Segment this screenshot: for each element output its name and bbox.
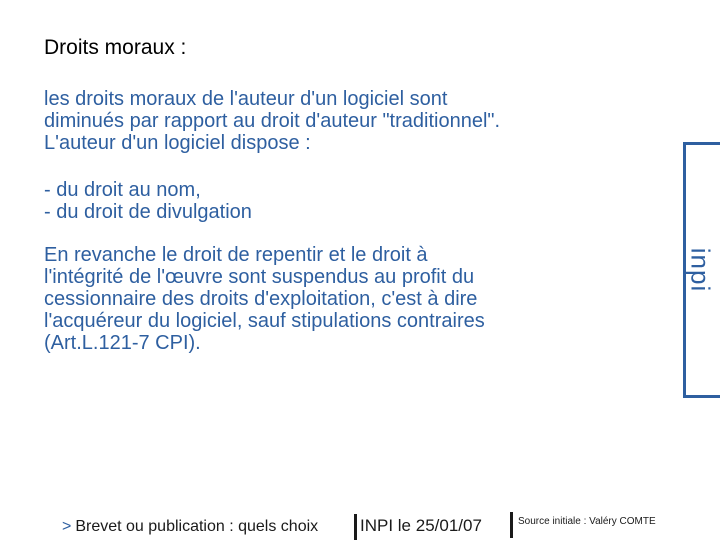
brand-logo-text: inpi — [685, 247, 716, 293]
exception-paragraph: En revanche le droit de repentir et le droit à l'intégrité de l'œuvre sont suspendus au profit du cessionnaire des droits d'exploitation, c'est à dire l'acquéreur du logiciel, sauf stipulations contraires (Art.L.121-7 CPI). — [44, 244, 485, 354]
footer-date: INPI le 25/01/07 — [360, 516, 482, 535]
rights-list: - du droit au nom, - du droit de divulgation — [44, 179, 252, 223]
slide-title: Droits moraux : — [44, 36, 187, 59]
footer-divider — [510, 512, 513, 538]
footer-link-label: Brevet ou publication : quels choix — [75, 518, 319, 535]
footer-source: Source initiale : Valéry COMTE — [518, 516, 656, 527]
footer-divider — [354, 514, 357, 540]
intro-paragraph: les droits moraux de l'auteur d'un logiciel sont diminués par rapport au droit d'auteur "traditionnel". L'auteur d'un logiciel dispose : — [44, 88, 501, 154]
arrow-icon: > — [62, 518, 72, 535]
footer-presentation-title — [62, 518, 318, 536]
